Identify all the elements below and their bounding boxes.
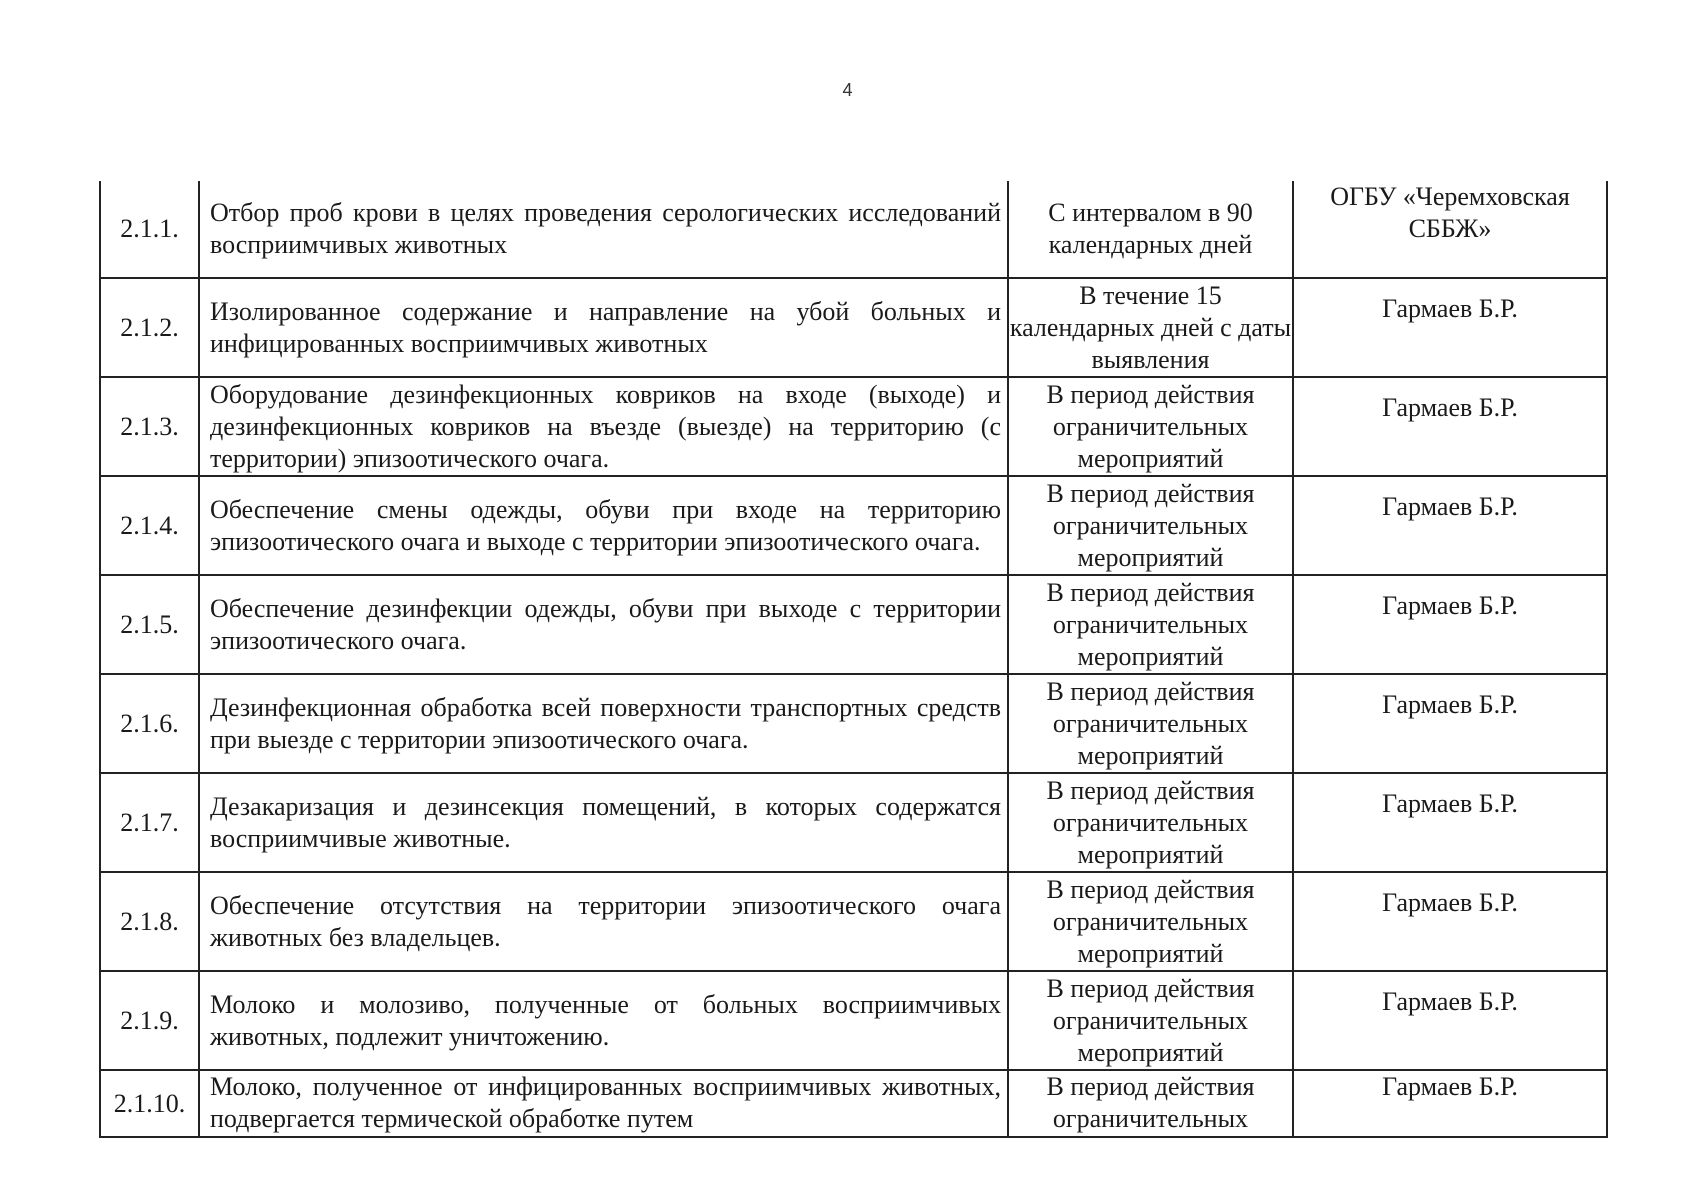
row-action: Дезинфекционная обработка всей поверхности транспортных средств при выезде с территории эпизоотического очага. [199, 674, 1008, 773]
row-number: 2.1.1. [100, 181, 199, 278]
row-number: 2.1.10. [100, 1070, 199, 1137]
row-action: Оборудование дезинфекционных ковриков на входе (выходе) и дезинфекционных ковриков на въезде (выезде) на территорию (с территории) эпизоотического очага. [199, 377, 1008, 476]
table-row [100, 872, 1607, 971]
row-number: 2.1.8. [100, 872, 199, 971]
table-row [100, 971, 1607, 1070]
table-row [100, 181, 1607, 278]
row-responsible: Гармаев Б.Р. [1293, 575, 1607, 674]
row-term: С интервалом в 90 календарных дней [1008, 181, 1293, 278]
measures-table [99, 181, 1608, 1138]
row-responsible: Гармаев Б.Р. [1293, 278, 1607, 377]
row-number: 2.1.9. [100, 971, 199, 1070]
row-responsible: Гармаев Б.Р. [1293, 872, 1607, 971]
row-responsible: Гармаев Б.Р. [1293, 476, 1607, 575]
row-number: 2.1.4. [100, 476, 199, 575]
row-term: В период действия ограничительных [1008, 1070, 1293, 1137]
row-action: Молоко и молозиво, полученные от больных восприимчивых животных, подлежит уничтожению. [199, 971, 1008, 1070]
row-number: 2.1.3. [100, 377, 199, 476]
row-responsible: Гармаев Б.Р. [1293, 377, 1607, 476]
row-responsible: Гармаев Б.Р. [1293, 674, 1607, 773]
row-term: В период действия ограничительных мероприятий [1008, 872, 1293, 971]
table-row [100, 575, 1607, 674]
row-term: В период действия ограничительных мероприятий [1008, 773, 1293, 872]
row-number: 2.1.2. [100, 278, 199, 377]
row-term: В период действия ограничительных мероприятий [1008, 377, 1293, 476]
row-action: Изолированное содержание и направление на убой больных и инфицированных восприимчивых животных [199, 278, 1008, 377]
row-responsible: Гармаев Б.Р. [1293, 1070, 1607, 1137]
table-row [100, 674, 1607, 773]
row-action: Обеспечение дезинфекции одежды, обуви при выходе с территории эпизоотического очага. [199, 575, 1008, 674]
table-row [100, 1070, 1607, 1137]
table-row [100, 476, 1607, 575]
row-action: Обеспечение отсутствия на территории эпизоотического очага животных без владельцев. [199, 872, 1008, 971]
row-responsible: Гармаев Б.Р. [1293, 773, 1607, 872]
row-term: В период действия ограничительных мероприятий [1008, 971, 1293, 1070]
row-number: 2.1.7. [100, 773, 199, 872]
row-number: 2.1.6. [100, 674, 199, 773]
page-number: 4 [842, 80, 853, 100]
row-action: Отбор проб крови в целях проведения серологических исследований восприимчивых животных [199, 181, 1008, 278]
row-term: В период действия ограничительных мероприятий [1008, 674, 1293, 773]
row-responsible: Гармаев Б.Р. [1293, 971, 1607, 1070]
row-number: 2.1.5. [100, 575, 199, 674]
table-row [100, 278, 1607, 377]
row-term: В период действия ограничительных мероприятий [1008, 476, 1293, 575]
table-row [100, 377, 1607, 476]
row-responsible: ОГБУ «Черемховская СББЖ» [1293, 181, 1607, 278]
row-action: Дезакаризация и дезинсекция помещений, в которых содержатся восприимчивые животные. [199, 773, 1008, 872]
row-action: Молоко, полученное от инфицированных восприимчивых животных, подвергается термической обработке путем [199, 1070, 1008, 1137]
table-row [100, 773, 1607, 872]
row-term: В период действия ограничительных мероприятий [1008, 575, 1293, 674]
row-term: В течение 15 календарных дней с даты выявления [1008, 278, 1293, 377]
row-action: Обеспечение смены одежды, обуви при входе на территорию эпизоотического очага и выходе с территории эпизоотического очага. [199, 476, 1008, 575]
